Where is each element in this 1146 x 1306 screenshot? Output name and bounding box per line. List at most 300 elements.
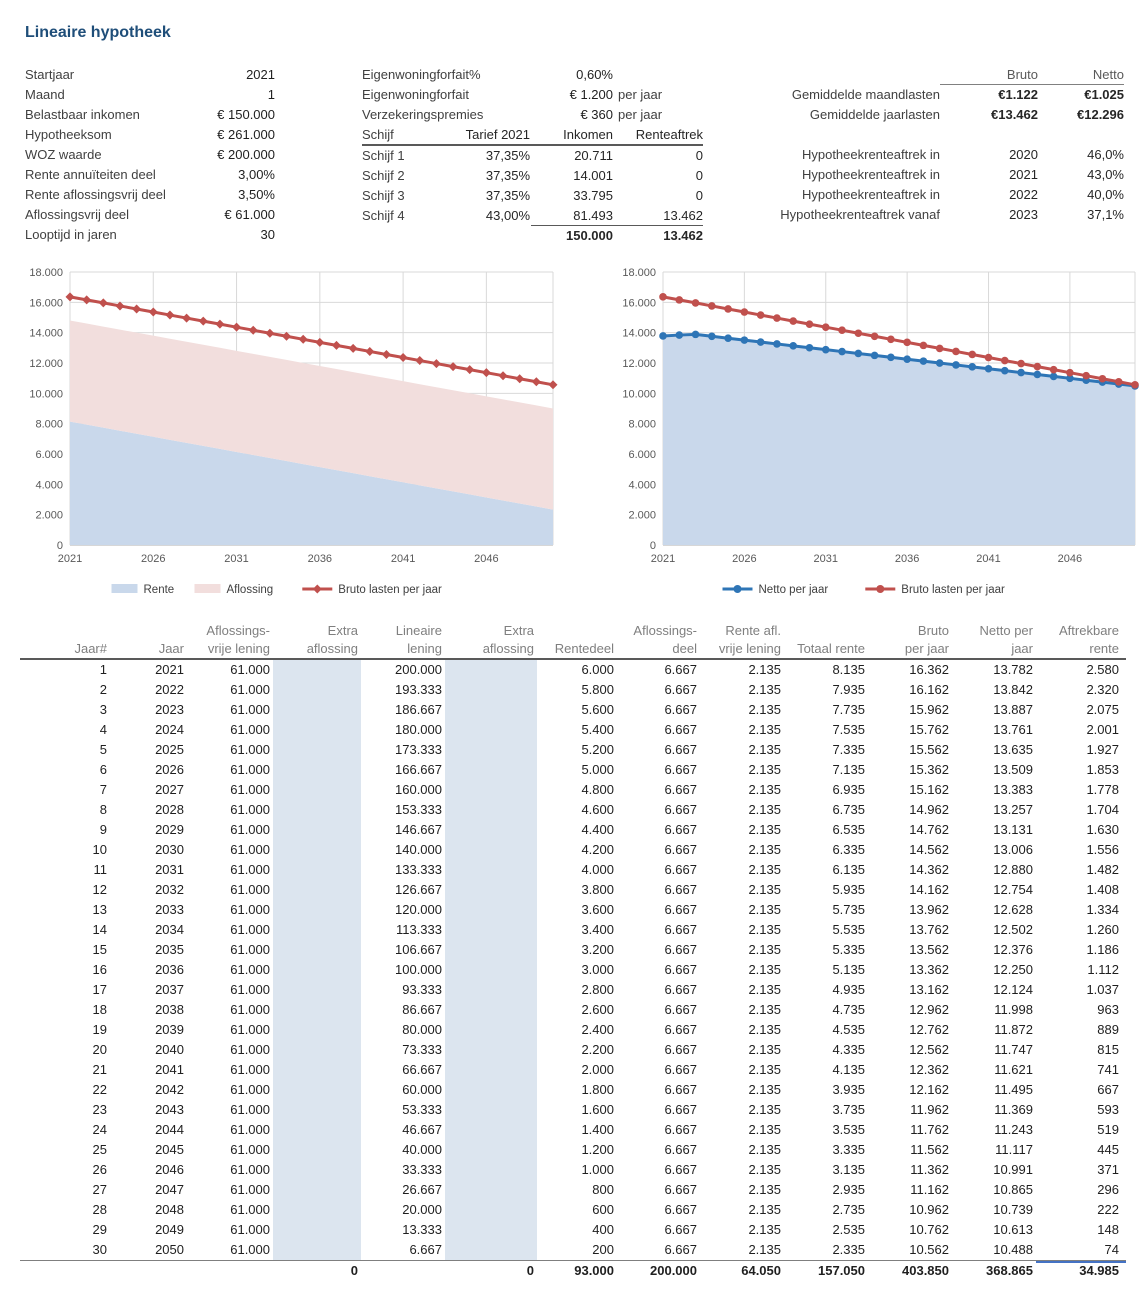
param-label: WOZ waarde	[25, 147, 102, 162]
amort-cell: 61.000	[230, 762, 270, 777]
data-point-marker	[499, 371, 508, 380]
amort-total-cell	[110, 1261, 187, 1280]
amort-cell: 23	[92, 1102, 107, 1117]
amort-row	[20, 680, 1126, 700]
summary-header-spacer	[760, 65, 940, 85]
extra-aflossing-input-cell[interactable]	[445, 920, 537, 940]
amort-cell: 61.000	[230, 742, 270, 757]
renteaftrek-pct: 40,0%	[1087, 187, 1124, 202]
amort-cell: 2.135	[748, 722, 781, 737]
extra-aflossing-input-cell[interactable]	[273, 1140, 361, 1160]
amort-cell: 33.333	[402, 1162, 442, 1177]
amort-cell: 13	[92, 902, 107, 917]
schijf-cell: Schijf 3	[362, 188, 405, 203]
extra-aflossing-input-cell[interactable]	[445, 660, 537, 680]
extra-aflossing-input-cell[interactable]	[445, 1220, 537, 1240]
amort-cell: 6.535	[832, 822, 865, 837]
amort-cell: 3	[99, 702, 107, 717]
amort-cell: 61.000	[230, 782, 270, 797]
extra-aflossing-input-cell[interactable]	[445, 860, 537, 880]
extra-aflossing-input-cell[interactable]	[273, 1200, 361, 1220]
amort-cell: 6.667	[664, 1122, 697, 1137]
y-tick-label: 14.000	[622, 327, 656, 340]
y-tick-label: 10.000	[29, 388, 63, 401]
data-point-marker	[1017, 369, 1025, 377]
y-tick-label: 18.000	[29, 267, 63, 279]
data-point-marker	[382, 350, 391, 359]
amort-cell: 61.000	[230, 1222, 270, 1237]
amort-total-cell: 403.850	[902, 1263, 949, 1278]
amort-cell: 3.400	[581, 922, 614, 937]
renteaftrek-row	[760, 205, 1132, 225]
param-label: Belastbaar inkomen	[25, 107, 140, 122]
extra-aflossing-input-cell[interactable]	[273, 680, 361, 700]
amort-cell: 3.200	[581, 942, 614, 957]
extra-aflossing-input-cell[interactable]	[273, 1100, 361, 1120]
amort-cell: 296	[1097, 1182, 1119, 1197]
data-point-marker	[232, 323, 241, 332]
extra-aflossing-input-cell[interactable]	[445, 820, 537, 840]
amort-cell: 2036	[155, 962, 184, 977]
extra-aflossing-input-cell[interactable]	[445, 720, 537, 740]
amort-cell: 2047	[155, 1182, 184, 1197]
amort-cell: 889	[1097, 1022, 1119, 1037]
extra-aflossing-input-cell[interactable]	[445, 840, 537, 860]
extra-aflossing-input-cell[interactable]	[273, 760, 361, 780]
amort-row	[20, 660, 1126, 680]
extra-aflossing-input-cell[interactable]	[445, 880, 537, 900]
data-point-marker	[99, 298, 108, 307]
extra-aflossing-input-cell[interactable]	[445, 1000, 537, 1020]
extra-aflossing-input-cell[interactable]	[445, 1160, 537, 1180]
amort-cell: 6.667	[664, 1242, 697, 1257]
param-value-cell[interactable]: € 261.000	[217, 127, 275, 142]
netto-bruto-line-chart	[608, 262, 1146, 610]
amort-cell: 1.112	[1087, 962, 1119, 977]
extra-aflossing-input-cell[interactable]	[445, 940, 537, 960]
amort-cell: 5.135	[832, 962, 865, 977]
amort-cell: 600	[592, 1202, 614, 1217]
data-point-marker	[789, 342, 797, 350]
amort-cell: 6.667	[664, 842, 697, 857]
amort-cell: 9	[99, 822, 107, 837]
extra-aflossing-input-cell[interactable]	[273, 1040, 361, 1060]
extra-aflossing-input-cell[interactable]	[273, 860, 361, 880]
legend-label: Rente	[143, 584, 175, 596]
amort-cell: 2.535	[832, 1222, 865, 1237]
schijf-header-row	[362, 125, 703, 146]
amort-cell: 2031	[155, 862, 184, 877]
extra-aflossing-input-cell[interactable]	[445, 1080, 537, 1100]
y-tick-label: 8.000	[628, 418, 656, 431]
amort-cell: 80.000	[402, 1022, 442, 1037]
amort-cell: 7	[99, 782, 107, 797]
param-label: Hypotheeksom	[25, 127, 112, 142]
amort-cell: 12.250	[993, 962, 1033, 977]
amort-cell: 5.600	[581, 702, 614, 717]
amort-cell: 61.000	[230, 662, 270, 677]
param-row	[25, 65, 275, 85]
extra-aflossing-input-cell[interactable]	[273, 740, 361, 760]
y-tick-label: 16.000	[622, 297, 656, 310]
amort-cell: 6.667	[664, 662, 697, 677]
amort-cell: 2.135	[748, 842, 781, 857]
amort-cell: 2.135	[748, 1022, 781, 1037]
amort-cell: 11.962	[910, 1102, 949, 1117]
amort-cell: 6.667	[664, 862, 697, 877]
data-point-marker	[838, 326, 846, 334]
amort-total-cell	[361, 1261, 445, 1280]
data-point-marker	[132, 304, 141, 313]
amort-cell: 6.667	[664, 722, 697, 737]
param-value-cell[interactable]: € 150.000	[217, 107, 275, 122]
amort-row	[20, 960, 1126, 980]
extra-aflossing-input-cell[interactable]	[273, 660, 361, 680]
amort-cell: 3.600	[581, 902, 614, 917]
amort-cell: 6.667	[664, 1042, 697, 1057]
renteaftrek-pct: 37,1%	[1087, 207, 1124, 222]
renteaftrek-row	[760, 185, 1132, 205]
amort-cell: 61.000	[230, 1142, 270, 1157]
amort-cell: 2.135	[748, 922, 781, 937]
data-point-marker	[1050, 366, 1058, 374]
amort-cell: 2.135	[748, 942, 781, 957]
amort-header-cell	[952, 622, 1036, 658]
renteaftrek-row	[760, 145, 1132, 165]
amort-cell: 12.962	[909, 1002, 949, 1017]
amort-header-line1	[537, 622, 614, 640]
extra-aflossing-input-cell[interactable]	[445, 1040, 537, 1060]
y-tick-label: 16.000	[29, 297, 63, 310]
data-point-marker	[1001, 367, 1009, 375]
extra-aflossing-input-cell[interactable]	[445, 900, 537, 920]
extra-aflossing-input-cell[interactable]	[273, 920, 361, 940]
woning-value-cell[interactable]: 0,60%	[576, 67, 613, 82]
amort-cell: 10.488	[993, 1242, 1033, 1257]
amort-cell: 13.842	[993, 682, 1033, 697]
amort-cell: 160.000	[395, 782, 442, 797]
extra-aflossing-input-cell[interactable]	[273, 1080, 361, 1100]
amort-cell: 6.667	[664, 962, 697, 977]
amort-row	[20, 740, 1126, 760]
extra-aflossing-input-cell[interactable]	[445, 680, 537, 700]
amort-header-line2: vrije lening	[718, 641, 781, 656]
param-value-cell[interactable]: 1	[267, 87, 275, 102]
data-point-marker	[432, 359, 441, 368]
extra-aflossing-input-cell[interactable]	[445, 960, 537, 980]
amort-cell: 46.667	[402, 1122, 442, 1137]
param-value-cell[interactable]: 2021	[246, 67, 275, 82]
amort-cell: 2048	[155, 1202, 184, 1217]
amort-header-line2: Rentedeel	[554, 641, 614, 656]
schijf-cell: 37,35%	[485, 168, 530, 183]
extra-aflossing-input-cell[interactable]	[445, 1100, 537, 1120]
amort-header-line1: Bruto	[917, 623, 949, 638]
amortization-table	[20, 622, 1126, 1280]
amort-cell: 200	[592, 1242, 614, 1257]
amort-cell: 12.762	[909, 1022, 949, 1037]
amort-cell: 4.135	[832, 1062, 865, 1077]
amort-cell: 61.000	[230, 1162, 270, 1177]
amort-cell: 153.333	[395, 802, 442, 817]
amort-cell: 93.333	[402, 982, 442, 997]
schijf-cell: 43,00%	[485, 208, 530, 223]
amort-header-line1	[20, 622, 107, 640]
amort-cell: 2.135	[748, 1102, 781, 1117]
amort-cell: 3.135	[832, 1162, 865, 1177]
param-value-cell[interactable]: 3,00%	[238, 167, 275, 182]
data-point-marker	[887, 353, 895, 361]
amort-cell: 1.853	[1086, 762, 1119, 777]
amort-cell: 10.739	[993, 1202, 1033, 1217]
schijf-row	[362, 186, 703, 206]
amort-cell: 800	[592, 1182, 614, 1197]
amort-cell: 11.162	[910, 1182, 949, 1197]
amort-cell: 10.962	[909, 1202, 949, 1217]
amort-cell: 13.509	[993, 762, 1033, 777]
data-point-marker	[985, 354, 993, 362]
amort-cell: 11.117	[995, 1142, 1033, 1157]
data-point-marker	[332, 341, 341, 350]
extra-aflossing-input-cell[interactable]	[445, 1180, 537, 1200]
woning-label: Eigenwoningforfait%	[362, 67, 481, 82]
y-tick-label: 8.000	[35, 418, 63, 431]
amort-header-line2: aflossing	[306, 641, 358, 656]
amort-cell: 2046	[155, 1162, 184, 1177]
amort-cell: 1.000	[581, 1162, 614, 1177]
amort-header-line2: Jaar	[158, 641, 184, 656]
amort-cell: 61.000	[230, 1102, 270, 1117]
data-point-marker	[789, 317, 797, 325]
amort-cell: 106.667	[395, 942, 442, 957]
amort-cell: 1.600	[581, 1102, 614, 1117]
renteaftrek-year: 2021	[1009, 167, 1038, 182]
renteaftrek-label: Hypotheekrenteaftrek in	[801, 167, 940, 182]
summary-netto-value: €1.025	[1084, 87, 1124, 102]
extra-aflossing-input-cell[interactable]	[445, 800, 537, 820]
schijf-cell: 33.795	[573, 188, 613, 203]
schijf-cell: 13.462	[663, 208, 703, 223]
extra-aflossing-input-cell[interactable]	[273, 940, 361, 960]
extra-aflossing-input-cell[interactable]	[445, 1020, 537, 1040]
amort-header-cell	[20, 622, 110, 658]
amort-cell: 4.335	[832, 1042, 865, 1057]
y-tick-label: 12.000	[29, 358, 63, 370]
amort-cell: 1.408	[1086, 882, 1119, 897]
legend-label: Bruto lasten per jaar	[338, 584, 442, 596]
param-value-cell[interactable]: € 200.000	[217, 147, 275, 162]
amort-cell: 10.762	[909, 1222, 949, 1237]
extra-aflossing-input-cell[interactable]	[445, 780, 537, 800]
extra-aflossing-input-cell[interactable]	[273, 1020, 361, 1040]
data-point-marker	[265, 329, 274, 338]
amort-cell: 2029	[155, 822, 184, 837]
amort-cell: 12.362	[909, 1062, 949, 1077]
extra-aflossing-input-cell[interactable]	[445, 1120, 537, 1140]
amort-cell: 6.667	[664, 1062, 697, 1077]
amort-cell: 61.000	[230, 802, 270, 817]
amort-cell: 61.000	[230, 822, 270, 837]
renteaftrek-row	[760, 165, 1132, 185]
extra-aflossing-input-cell[interactable]	[273, 1060, 361, 1080]
amort-row	[20, 840, 1126, 860]
amort-cell: 11	[93, 862, 107, 877]
extra-aflossing-input-cell[interactable]	[273, 720, 361, 740]
extra-aflossing-input-cell[interactable]	[273, 1120, 361, 1140]
amort-header-line2: jaar	[1011, 641, 1033, 656]
amort-cell: 3.800	[581, 882, 614, 897]
amort-cell: 16.362	[909, 662, 949, 677]
amort-cell: 61.000	[230, 1122, 270, 1137]
data-point-marker	[1001, 357, 1009, 365]
amort-header-cell	[273, 622, 361, 658]
extra-aflossing-input-cell[interactable]	[273, 700, 361, 720]
woning-value-cell[interactable]: € 360	[580, 107, 613, 122]
data-point-marker	[757, 338, 765, 346]
data-point-marker	[415, 356, 424, 365]
param-value-cell[interactable]: 30	[260, 227, 275, 242]
amort-cell: 2024	[155, 722, 184, 737]
amort-header-cell	[537, 622, 617, 658]
amort-cell: 12	[92, 882, 107, 897]
extra-aflossing-input-cell[interactable]	[273, 840, 361, 860]
amort-header-line2: lening	[407, 641, 442, 656]
amort-header-line1: Rente afl.	[725, 623, 781, 638]
extra-aflossing-input-cell[interactable]	[273, 1160, 361, 1180]
amort-cell: 963	[1097, 1002, 1119, 1017]
amort-cell: 53.333	[402, 1102, 442, 1117]
extra-aflossing-input-cell[interactable]	[273, 1220, 361, 1240]
amort-cell: 61.000	[230, 1022, 270, 1037]
woning-row	[362, 85, 703, 105]
data-point-marker	[659, 332, 667, 340]
amort-cell: 2.135	[748, 882, 781, 897]
amort-cell: 6.000	[581, 662, 614, 677]
amort-cell: 400	[592, 1222, 614, 1237]
amort-cell: 4.535	[832, 1022, 865, 1037]
y-tick-label: 10.000	[622, 388, 656, 401]
amort-cell: 2037	[155, 982, 184, 997]
amort-cell: 2.200	[581, 1042, 614, 1057]
data-point-marker	[1050, 373, 1058, 381]
amort-cell: 3.000	[581, 962, 614, 977]
amort-cell: 222	[1097, 1202, 1119, 1217]
param-label: Looptijd in jaren	[25, 227, 117, 242]
data-point-marker	[952, 348, 960, 356]
extra-aflossing-input-cell[interactable]	[445, 740, 537, 760]
extra-aflossing-input-cell[interactable]	[445, 980, 537, 1000]
amort-row	[20, 860, 1126, 880]
extra-aflossing-input-cell[interactable]	[273, 1240, 361, 1260]
extra-aflossing-input-cell[interactable]	[445, 700, 537, 720]
extra-aflossing-input-cell[interactable]	[273, 800, 361, 820]
data-point-marker	[903, 339, 911, 347]
amort-cell: 12.502	[993, 922, 1033, 937]
data-point-marker	[741, 336, 749, 344]
amort-cell: 2.135	[748, 1082, 781, 1097]
amort-cell: 371	[1097, 1162, 1119, 1177]
amort-cell: 5	[99, 742, 107, 757]
extra-aflossing-input-cell[interactable]	[273, 880, 361, 900]
extra-aflossing-input-cell[interactable]	[273, 1000, 361, 1020]
extra-aflossing-input-cell[interactable]	[273, 1180, 361, 1200]
extra-aflossing-input-cell[interactable]	[445, 1200, 537, 1220]
schijf-row	[362, 166, 703, 186]
amort-cell: 2035	[155, 942, 184, 957]
amort-cell: 14.362	[909, 862, 949, 877]
woning-value-cell[interactable]: € 1.200	[569, 87, 613, 102]
legend-label: Aflossing	[226, 584, 274, 596]
amort-cell: 1.556	[1086, 842, 1119, 857]
extra-aflossing-input-cell[interactable]	[273, 960, 361, 980]
amort-header-line2: vrije lening	[207, 641, 270, 656]
param-label: Maand	[25, 87, 65, 102]
summary-row	[760, 85, 1132, 105]
schijf-cell: Schijf 1	[362, 148, 405, 163]
amort-cell: 61.000	[230, 722, 270, 737]
x-tick-label: 2046	[1057, 553, 1083, 565]
summary-row	[760, 105, 1132, 125]
extra-aflossing-input-cell[interactable]	[273, 780, 361, 800]
x-tick-label: 2036	[307, 553, 333, 565]
amort-cell: 13.762	[909, 922, 949, 937]
amort-row	[20, 1020, 1126, 1040]
amort-cell: 2.135	[748, 862, 781, 877]
extra-aflossing-input-cell[interactable]	[445, 1240, 537, 1260]
amort-header-line2: Jaar#	[74, 641, 107, 656]
amort-row	[20, 1200, 1126, 1220]
amort-cell: 445	[1097, 1142, 1119, 1157]
schijf-cell: 0	[695, 148, 703, 163]
amort-cell: 11.362	[910, 1162, 949, 1177]
extra-aflossing-input-cell[interactable]	[273, 820, 361, 840]
amort-header-line1: Aflossings-	[206, 623, 270, 638]
amort-cell: 2034	[155, 922, 184, 937]
amort-header-line1	[110, 622, 184, 640]
data-point-marker	[822, 346, 830, 354]
extra-aflossing-input-cell[interactable]	[445, 760, 537, 780]
amort-cell: 2.135	[748, 1002, 781, 1017]
param-value-cell[interactable]: 3,50%	[238, 187, 275, 202]
amort-cell: 61.000	[230, 682, 270, 697]
amort-row	[20, 780, 1126, 800]
amort-cell: 6.667	[664, 902, 697, 917]
extra-aflossing-input-cell[interactable]	[445, 1060, 537, 1080]
amort-cell: 2030	[155, 842, 184, 857]
extra-aflossing-input-cell[interactable]	[273, 900, 361, 920]
extra-aflossing-input-cell[interactable]	[445, 1140, 537, 1160]
amort-cell: 1.927	[1086, 742, 1119, 757]
schijf-total-cell: 13.462	[663, 228, 703, 243]
extra-aflossing-input-cell[interactable]	[273, 980, 361, 1000]
amort-row	[20, 920, 1126, 940]
amort-cell: 3.935	[832, 1082, 865, 1097]
schijf-cell: 37,35%	[485, 148, 530, 163]
amort-cell: 2050	[155, 1242, 184, 1257]
amort-cell: 2023	[155, 702, 184, 717]
amort-header-line1: Lineaire	[395, 623, 442, 638]
amort-header-cell	[110, 622, 187, 658]
legend-marker	[313, 585, 322, 594]
param-value-cell[interactable]: € 61.000	[224, 207, 275, 222]
woning-value-suffix	[613, 65, 618, 85]
woning-value-suffix: per jaar	[618, 107, 663, 122]
amort-row	[20, 1060, 1126, 1080]
data-point-marker	[1099, 375, 1107, 383]
amort-cell: 2028	[155, 802, 184, 817]
amort-cell: 2.135	[748, 1162, 781, 1177]
data-point-marker	[659, 293, 667, 301]
